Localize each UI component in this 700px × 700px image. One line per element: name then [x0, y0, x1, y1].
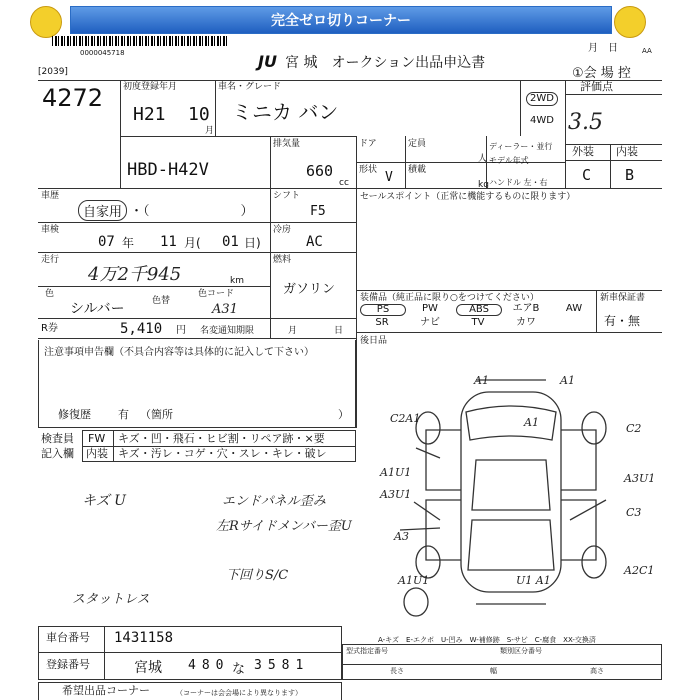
displacement-label: 排気量 [273, 139, 301, 149]
capacity-unit: 人 [478, 154, 488, 164]
usage-label: 車歴 [41, 191, 60, 201]
equipment-label: 装備品（純正品に限り○をつけてください） [360, 293, 539, 303]
repair-label: 修復歴 [58, 408, 91, 421]
inspector-interior-tag: 内装 [86, 447, 108, 460]
plate-kana: な [232, 662, 252, 677]
damage-mark: A1U1 [380, 466, 412, 479]
ac-value: AC [306, 234, 323, 250]
shift-label: シフト [273, 191, 301, 201]
score-label: 評価点 [580, 80, 613, 93]
equipment-item: PS [360, 304, 406, 316]
sales-point-label: セールスポイント（正常に機能するものに限ります） [360, 192, 576, 202]
footer-note: （コーナーは会会場により異なります） [176, 689, 302, 697]
load-label: 積載 [408, 165, 427, 175]
mascot-bear-icon [30, 6, 62, 38]
equipment-item: ABS [456, 304, 502, 316]
interior-grade: B [625, 166, 635, 184]
shape-value: V [385, 170, 393, 185]
exterior-grade: C [582, 166, 592, 184]
banner-title: 完全ゼロ切りコーナー [70, 6, 612, 34]
recycle-yen: 円 [176, 325, 186, 336]
damage-mark: A1 [474, 374, 489, 387]
inspection-year: 07 [98, 234, 115, 250]
inspector-exterior-tag: FW [88, 432, 106, 445]
inspection-label: 車検 [41, 225, 60, 235]
equipment-item: エアB [512, 303, 540, 314]
notice-label: 名変通知期限 [200, 326, 255, 336]
drive-4wd: 4WD [530, 115, 554, 126]
color-number-label: 色替 [152, 296, 171, 306]
notice-day: 日 [334, 326, 344, 336]
footer-label: 希望出品コーナー [62, 684, 150, 697]
damage-mark: C2 [626, 422, 642, 435]
date-label: 月 日 [588, 43, 618, 54]
color-code-label: 色コード [198, 289, 235, 299]
model-year-label: モデル年式 [489, 156, 529, 165]
shift-value: F5 [310, 204, 326, 219]
handle-label: ハンドル 左・右 [489, 178, 548, 187]
new-car-label: 新車保証書 [600, 293, 646, 303]
damage-mark: A3U1 [380, 488, 412, 501]
inspection-month: 11 [160, 234, 177, 250]
plate-label: 登録番号 [46, 658, 90, 671]
handwritten-left2: スタットレス [72, 592, 150, 607]
damage-mark: A2C1 [624, 564, 655, 577]
exterior-label: 外装 [572, 145, 594, 158]
capacity-label: 定員 [408, 139, 427, 149]
inspection-month-unit: 月( [184, 236, 201, 250]
plate-number: 3581 [254, 658, 310, 673]
barcode-number: 0000045718 [80, 49, 125, 57]
notes-label: 注意事項申告欄（不具合内容等は具体的に記入して下さい） [44, 347, 314, 358]
usage-rest: ・（ ） [130, 204, 254, 219]
aa-label: AA [642, 47, 652, 55]
plate-region: 宮城 [134, 660, 162, 676]
damage-mark: A1 [560, 374, 575, 387]
agent-label: 型式指定番号 [346, 647, 388, 655]
equipment-item: SR [375, 317, 389, 328]
sheet-code: [2039] [38, 67, 68, 77]
copy-label: ①会 場 控 [572, 66, 631, 81]
later-items-label: 後日品 [360, 336, 388, 346]
mileage-label: 走行 [41, 255, 60, 265]
first-reg-year: H21 [133, 104, 166, 125]
chassis-value: 1431158 [114, 630, 174, 646]
load-unit: kg [478, 180, 489, 190]
handwritten-right3: 下回りS/C [226, 568, 289, 583]
notice-month: 月 [288, 326, 298, 336]
color-label: 色 [45, 289, 55, 299]
equipment-item: カワ [516, 317, 536, 328]
inspection-day-unit: 日) [244, 236, 261, 250]
ju-logo: JU [258, 52, 277, 71]
fuel-label: 燃料 [273, 255, 292, 265]
usage-value: 自家用 [78, 200, 127, 221]
shape-label: 形状 [359, 165, 378, 175]
damage-mark: A1U1 [398, 574, 430, 587]
color-value: シルバー [70, 301, 125, 317]
inspection-year-unit: 年 [122, 236, 135, 250]
handwritten-right1: エンドパネル歪み [222, 494, 326, 509]
model-name: ミニカ バン [232, 100, 339, 124]
handwritten-right2: 左Rサイドメンバー歪U [216, 519, 352, 534]
height-label: 高さ [590, 667, 604, 675]
first-reg-label: 初度登録年月 [123, 82, 178, 92]
car-damage-diagram [356, 370, 662, 626]
type-code: HBD-H42V [127, 160, 209, 180]
damage-mark: C2A1 [390, 412, 421, 425]
category-label: 類別区分番号 [500, 647, 542, 655]
displacement-unit: cc [339, 178, 349, 188]
new-car-value: 有・無 [604, 314, 641, 328]
mileage-value: 4万2千945 [88, 264, 182, 285]
displacement-value: 660 [306, 162, 334, 180]
inspector-label: 検査員 [41, 432, 74, 445]
repair-close: ） [338, 408, 349, 421]
equipment-item: AW [565, 303, 583, 314]
damage-mark: C3 [626, 506, 642, 519]
equipment-item: TV [471, 317, 485, 328]
length-label: 長さ [390, 667, 404, 675]
barcode [52, 36, 227, 46]
door-label: ドア [359, 139, 377, 149]
handwritten-left1: キズ U [82, 493, 126, 509]
model-label: 車名・グレード [218, 82, 282, 92]
chassis-label: 車台番号 [46, 631, 90, 644]
recycle-label: R券 [41, 323, 58, 334]
damage-mark: A3 [394, 530, 409, 543]
equipment-item: ナビ [420, 317, 440, 328]
inspection-day: 01 [222, 234, 239, 250]
damage-legend: A-キズ E-エクボ U-凹み W-補修跡 S-サビ C-腐食 XX-交換済 [378, 636, 596, 644]
inspector-exterior-items: キズ・凹・飛石・ヒビ割・リペア跡・×要 [118, 432, 325, 445]
interior-label: 内装 [616, 145, 638, 158]
equipment-item: PW [422, 303, 438, 314]
width-label: 幅 [490, 667, 497, 675]
damage-mark: A1 [524, 416, 539, 429]
first-reg-month: 10 [188, 104, 210, 125]
color-code: A31 [212, 302, 238, 317]
damage-mark: A3U1 [624, 472, 656, 485]
first-reg-month-unit: 月 [205, 126, 215, 136]
lot-number: 4272 [42, 84, 104, 112]
repair-place: （箇所 [140, 408, 173, 421]
form-title: 宮 城 オークション出品申込書 [285, 55, 486, 71]
damage-mark: U1 A1 [516, 574, 551, 587]
inspector-interior-items: キズ・汚レ・コゲ・穴・スレ・キレ・破レ [118, 447, 327, 460]
drive-2wd: 2WD [526, 92, 558, 106]
recycle-amount: 5,410 [120, 321, 163, 337]
mascot-bear-icon [614, 6, 646, 38]
ac-label: 冷房 [273, 225, 292, 235]
record-label: 記入欄 [41, 447, 74, 460]
repair-value: 有 [118, 408, 129, 421]
score-value: 3.5 [568, 110, 603, 135]
dealer-label: ディーラー・並行 [489, 142, 553, 151]
mileage-unit: km [230, 276, 244, 286]
fuel-value: ガソリン [283, 282, 336, 297]
plate-class: 480 [188, 658, 230, 673]
